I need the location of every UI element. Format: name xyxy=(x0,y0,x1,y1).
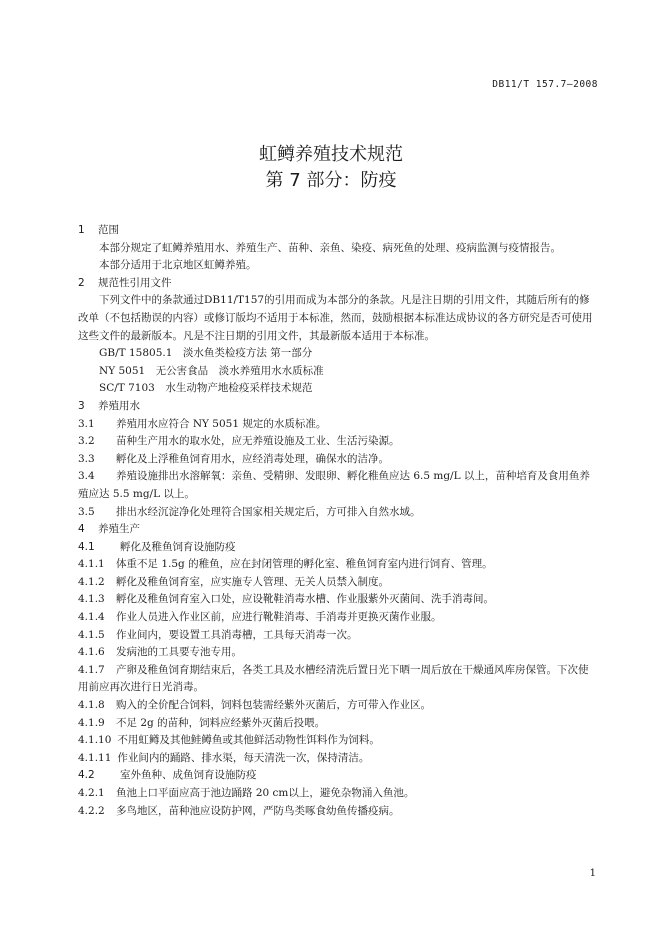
paragraph: 下列文件中的条款通过DB11/T157的引用而成为本部分的条款。凡是注日期的引用文件，其随后所有的修改单（不包括勘误的内容）或修订版均不适用于本标准，然而，鼓励根据本标准达成协议的各方研究是否可使用这些文件的最新版本。凡是不注日期的引用文件，其最新版本适用于本标准。 xyxy=(78,294,593,342)
reference-item: GB/T 15805.1 淡水鱼类检疫方法 第一部分 xyxy=(99,347,313,360)
section-heading-scope xyxy=(78,222,598,240)
clause-number: 4.1.2 xyxy=(78,575,105,588)
page-number: 1 xyxy=(589,868,596,879)
clause-number: 4.2.1 xyxy=(78,787,105,799)
section-heading-production xyxy=(78,521,598,539)
clause xyxy=(78,433,598,451)
reference-item: SC/T 7103 水生动物产地检疫采样技术规范 xyxy=(99,382,313,395)
clause-text: 发病池的工具要专池专用。 xyxy=(116,646,242,659)
clause-number: 4.1.5 xyxy=(78,628,105,641)
clause-number: 4.1.11 xyxy=(78,751,112,764)
clause-text: 苗种生产用水的取水处，应无养殖设施及工业、生活污染源。 xyxy=(116,435,400,448)
document-title: 虹鳟养殖技术规范 xyxy=(259,144,403,165)
clause-text: 体重不足 1.5g 的稚鱼，应在封闭管理的孵化室、稚鱼饲育室内进行饲育、管理。 xyxy=(116,558,493,571)
clause xyxy=(78,591,598,609)
clause-text: 作业间内的踊路、排水渠，每天清洗一次，保持清洁。 xyxy=(117,751,370,764)
clause xyxy=(78,803,598,821)
clause-number: 4.1.8 xyxy=(78,699,105,712)
clause xyxy=(78,785,598,803)
clause-text: 鱼池上口平面应高于池边踊路 20 cm以上，避免杂物涌入鱼池。 xyxy=(116,787,415,799)
subsection-heading xyxy=(78,767,598,785)
section-heading-references xyxy=(78,275,598,293)
clause-number: 3.4 xyxy=(78,470,95,483)
section-heading-water xyxy=(78,398,598,416)
clause-number: 4.1.10 xyxy=(78,734,112,747)
clause xyxy=(78,627,598,645)
clause xyxy=(78,697,598,715)
section-title: 规范性引用文件 xyxy=(98,276,172,289)
clause xyxy=(78,416,598,434)
section-number: 4 xyxy=(78,523,85,536)
clause-text: 产卵及稚鱼饲育期结束后，各类工具及水槽经清洗后置日光下晒一周后放在干燥通风库房保管。下次使用前应再次进行日光消毒。 xyxy=(78,663,589,694)
clause xyxy=(78,750,598,768)
clause-number: 3.3 xyxy=(78,452,95,465)
subsection-heading xyxy=(78,539,598,557)
subsection-number: 4.1 xyxy=(78,540,95,553)
clause-number: 4.1.4 xyxy=(78,611,105,624)
clause-text: 多鸟地区，苗种池应设防护网，严防鸟类啄食幼鱼传播疫病。 xyxy=(116,804,400,817)
clause xyxy=(78,504,598,522)
subsection-number: 4.2 xyxy=(78,769,95,782)
clause-text: 不足 2g 的苗种，饲料应经紫外灭菌后投喂。 xyxy=(116,716,326,729)
clause-text: 作业间内，要设置工具消毒槽，工具每天消毒一次。 xyxy=(116,628,358,641)
section-number: 3 xyxy=(78,399,85,412)
clause-text: 购入的全价配合饲料，饲料包装需经紫外灭菌后，方可带入作业区。 xyxy=(116,699,431,712)
paragraph: 本部分规定了虹鳟养殖用水、养殖生产、苗种、亲鱼、染疫、病死鱼的处理、疫病监测与疫情报告。 xyxy=(99,241,561,254)
section-number: 1 xyxy=(78,224,85,236)
clause-number: 4.1.6 xyxy=(78,646,105,659)
section-title: 范围 xyxy=(98,224,119,236)
clause xyxy=(78,644,598,662)
clause-text: 孵化及稚鱼饲育室，应实施专人管理、无关人员禁入制度。 xyxy=(116,575,389,588)
subsection-title: 孵化及稚鱼饲育设施防疫 xyxy=(120,540,236,553)
clause-text: 作业人员进入作业区前，应进行靴鞋消毒、手消毒并更换灭菌作业服。 xyxy=(116,611,442,624)
clause xyxy=(78,451,598,469)
clause-number: 4.1.1 xyxy=(78,558,105,571)
section-title: 养殖用水 xyxy=(98,399,140,412)
clause xyxy=(78,556,598,574)
clause-text: 孵化及上浮稚鱼饲育用水，应经消毒处理，确保水的洁净。 xyxy=(116,452,389,465)
clause-number: 4.1.7 xyxy=(78,663,105,676)
clause-text: 不用虹鳟及其他鲑鳟鱼或其他鲜活动物性饵料作为饲料。 xyxy=(117,734,380,747)
clause-text: 养殖用水应符合 NY 5051 规定的水质标准。 xyxy=(116,417,327,430)
clause-number: 4.1.9 xyxy=(78,716,105,729)
clause xyxy=(78,574,598,592)
clause-number: 4.1.3 xyxy=(78,593,105,606)
paragraph: 本部分适用于北京地区虹鳟养殖。 xyxy=(99,259,257,272)
reference-item: NY 5051 无公害食品 淡水养殖用水水质标准 xyxy=(99,364,324,377)
document-subtitle: 第 7 部分：防疫 xyxy=(265,170,397,191)
clause-number: 3.5 xyxy=(78,505,95,518)
clause-text: 排出水经沉淀净化处理符合国家相关规定后，方可排入自然水域。 xyxy=(116,505,421,518)
clause-number: 4.2.2 xyxy=(78,804,105,817)
standard-code: DB11/T 157.7—2008 xyxy=(492,79,598,90)
clause-text: 养殖设施排出水溶解氧：亲鱼、受精卵、发眼卵、孵化稚鱼应达 6.5 mg/L 以上，苗种培育及食用鱼养殖应达 5.5 mg/L 以上。 xyxy=(78,470,590,500)
document-body xyxy=(78,222,598,820)
clause xyxy=(78,468,598,503)
clause xyxy=(78,609,598,627)
clause xyxy=(78,715,598,733)
section-number: 2 xyxy=(78,276,85,289)
section-title: 养殖生产 xyxy=(98,523,140,536)
clause-number: 3.1 xyxy=(78,417,95,430)
subsection-title: 室外鱼种、成鱼饲育设施防疫 xyxy=(120,769,257,782)
clause xyxy=(78,732,598,750)
clause xyxy=(78,662,598,697)
clause-number: 3.2 xyxy=(78,435,95,448)
clause-text: 孵化及稚鱼饲育室入口处，应设靴鞋消毒水槽、作业服紫外灭菌间、洗手消毒间。 xyxy=(116,593,494,606)
